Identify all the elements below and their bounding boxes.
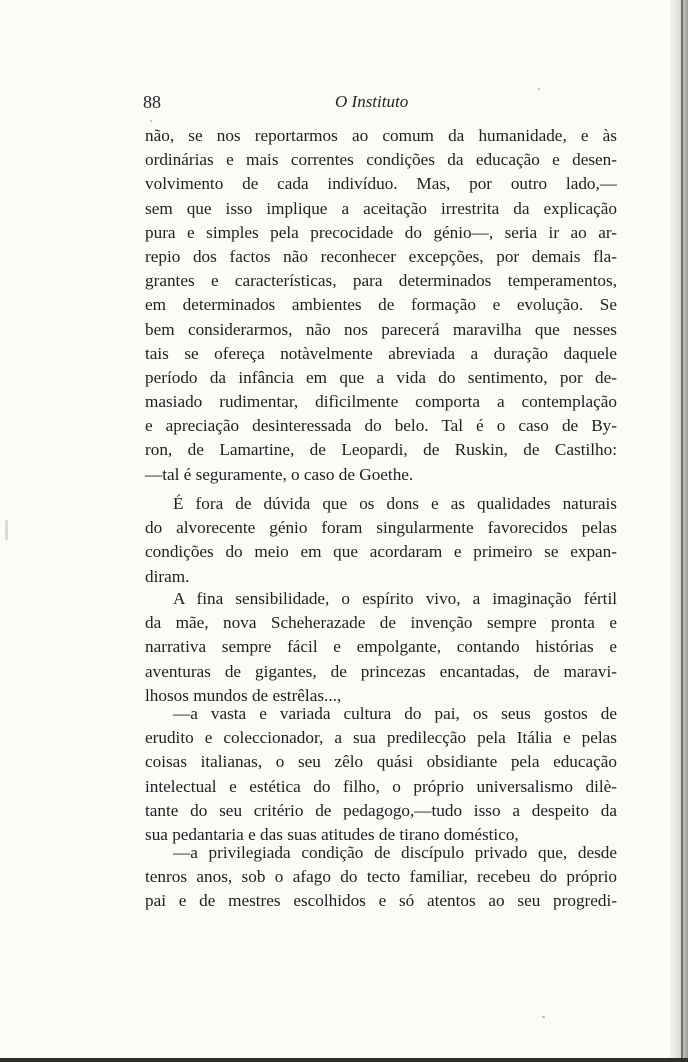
paragraph-5: [145, 841, 617, 914]
text-line: não, se nos reportarmos ao comum da humanidade, e às: [145, 126, 617, 145]
text-line: —tal é seguramente, o caso de Goethe.: [145, 464, 414, 484]
running-title: O Instituto: [335, 92, 409, 111]
text-line: grantes e características, para determinados temperamentos,: [145, 271, 617, 291]
text-line: lhosos mundos de estrêlas...,: [145, 685, 342, 705]
text-line: —a vasta e variada cultura do pai, os seus gostos de: [173, 704, 617, 723]
print-speck: [538, 88, 540, 90]
text-line: aventuras de gigantes, de princezas encantadas, de maravi-: [145, 661, 617, 681]
page-number: 88: [143, 92, 161, 112]
text-line: narrativa sempre fácil e empolgante, contando histórias e: [145, 637, 617, 657]
text-line: erudito e coleccionador, a sua predilecção pela Itália e pelas: [145, 728, 617, 748]
text-line: pura e simples pela precocidade do génio—, seria ir ao ar-: [145, 222, 617, 242]
text-line: bem considerarmos, não nos parecerá maravilha que nesses: [145, 319, 617, 339]
paragraph-2: [145, 492, 617, 589]
text-line: sua pedantaria e das suas atitudes de tirano doméstico,: [145, 824, 519, 844]
text-line: da mãe, nova Scheherazade de invenção sempre pronta e: [145, 613, 617, 633]
text-line: —a privilegiada condição de discípulo privado que, desde: [173, 843, 617, 862]
text-line: e apreciação desinteressada do belo. Tal é o caso de By-: [145, 416, 617, 436]
text-line: masiado rudimentar, difìcilmente comporta a contemplação: [145, 392, 617, 412]
text-line: condições do meio em que acordaram e primeiro se expan-: [145, 542, 617, 562]
text-line: ordinárias e mais correntes condições da educação e desen-: [145, 150, 617, 170]
paragraph-4: [145, 702, 617, 847]
text-line: tenros anos, sob o afago do tecto familiar, recebeu do próprio: [145, 867, 617, 887]
paragraph-1: [145, 124, 617, 487]
print-speck: [542, 1016, 545, 1018]
print-speck: [150, 120, 152, 122]
text-line: ron, de Lamartine, de Leopardi, de Ruskin, de Castilho:: [145, 440, 617, 460]
text-line: repio dos factos não reconhecer excepções, por demais fla-: [145, 246, 617, 266]
paragraph-3: [145, 587, 617, 708]
text-line: A fina sensibilidade, o espírito vivo, a imaginação fértil: [173, 589, 617, 608]
print-speck: [5, 520, 8, 540]
text-line: pai e de mestres escolhidos e só atentos ao seu progredi-: [145, 891, 617, 911]
page-bottom-border: [0, 1058, 688, 1062]
page-header: [143, 92, 613, 116]
text-line: volvimento de cada indivíduo. Mas, por outro lado,—: [145, 174, 617, 194]
text-line: tante do seu critério de pedagogo,—tudo isso a despeito da: [145, 800, 617, 820]
text-line: período da infância em que a vida do sentimento, por de-: [145, 367, 617, 387]
page-edge-shadow: [670, 0, 688, 1062]
text-line: do alvorecente génio foram singularmente favorecidos pelas: [145, 518, 617, 538]
text-line: coisas italianas, o seu zêlo quási obsidiante pela educação: [145, 752, 617, 772]
text-line: em determinados ambientes de formação e evolução. Se: [145, 295, 617, 315]
text-line: diram.: [145, 566, 190, 586]
text-line: tais se ofereça notàvelmente abreviada a duração daquele: [145, 343, 617, 363]
text-line: intelectual e estética do filho, o próprio universalismo dilè-: [145, 776, 617, 796]
text-line: sem que isso implique a aceitação irrestrita da explicação: [145, 198, 617, 218]
page-edge-line: [681, 0, 683, 1062]
text-line: É fora de dúvida que os dons e as qualidades naturais: [173, 494, 617, 513]
